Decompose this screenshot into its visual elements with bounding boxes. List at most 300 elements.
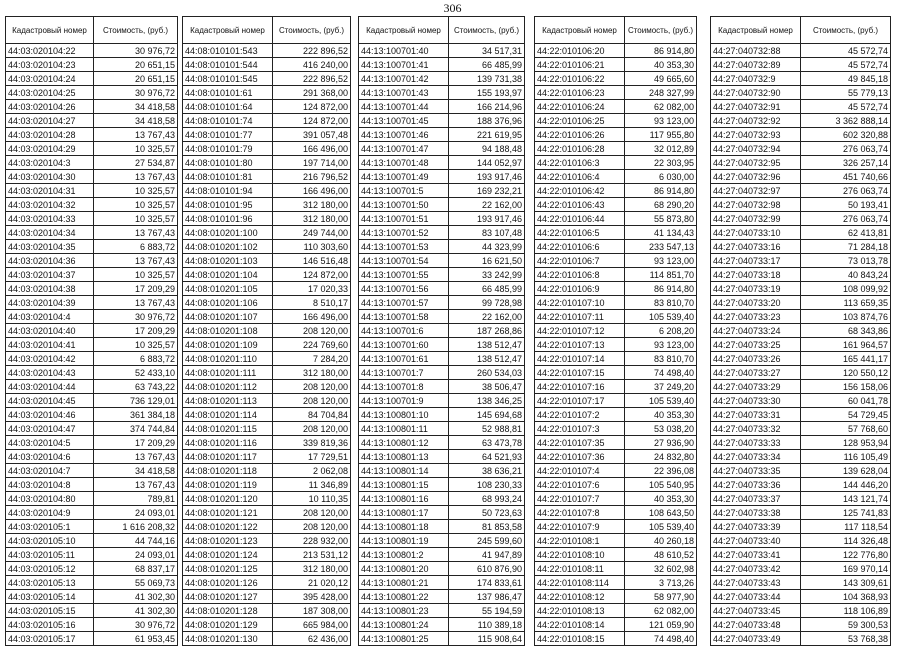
cadastral-number: 44:27:040732:94 bbox=[711, 142, 801, 156]
cadastral-number: 44:13:100701:49 bbox=[359, 170, 449, 184]
table-row bbox=[359, 618, 525, 632]
cadastral-number: 44:27:040733:34 bbox=[711, 450, 801, 464]
cadastral-number: 44:27:040733:32 bbox=[711, 422, 801, 436]
table-row bbox=[535, 142, 697, 156]
cost-value: 3 713,26 bbox=[625, 576, 697, 590]
table-row bbox=[711, 240, 891, 254]
cost-value: 1 616 208,32 bbox=[94, 520, 178, 534]
cost-value: 63 473,78 bbox=[449, 436, 525, 450]
cadastral-number: 44:13:100801:15 bbox=[359, 478, 449, 492]
cadastral-number: 44:08:010101:79 bbox=[183, 142, 273, 156]
cost-value: 86 914,80 bbox=[625, 44, 697, 58]
cost-value: 118 106,89 bbox=[801, 604, 891, 618]
cadastral-number: 44:13:100701:52 bbox=[359, 226, 449, 240]
cadastral-number: 44:22:010107:11 bbox=[535, 310, 625, 324]
cost-value: 64 521,93 bbox=[449, 450, 525, 464]
cadastral-number: 44:22:010106:23 bbox=[535, 86, 625, 100]
cost-value: 54 729,45 bbox=[801, 408, 891, 422]
cadastral-number: 44:08:010201:119 bbox=[183, 478, 273, 492]
table-row bbox=[711, 156, 891, 170]
cadastral-number: 44:27:040732:9 bbox=[711, 72, 801, 86]
table-row bbox=[359, 44, 525, 58]
cost-table-2 bbox=[182, 16, 351, 646]
cost-value: 59 300,53 bbox=[801, 618, 891, 632]
table-row bbox=[359, 72, 525, 86]
table-row bbox=[711, 128, 891, 142]
cost-value: 187 268,86 bbox=[449, 324, 525, 338]
cadastral-number: 44:27:040732:88 bbox=[711, 44, 801, 58]
cadastral-number: 44:03:020104:41 bbox=[6, 338, 94, 352]
cadastral-number: 44:13:100701:46 bbox=[359, 128, 449, 142]
table-row bbox=[535, 114, 697, 128]
table-row bbox=[359, 380, 525, 394]
cost-value: 8 510,17 bbox=[273, 296, 351, 310]
cost-value: 22 162,00 bbox=[449, 310, 525, 324]
cost-value: 169 970,14 bbox=[801, 562, 891, 576]
cost-value: 124 872,00 bbox=[273, 268, 351, 282]
cost-value: 66 485,99 bbox=[449, 58, 525, 72]
cadastral-number: 44:22:010107:2 bbox=[535, 408, 625, 422]
table-row bbox=[711, 492, 891, 506]
cadastral-number: 44:27:040733:30 bbox=[711, 394, 801, 408]
cost-value: 41 947,89 bbox=[449, 548, 525, 562]
table-row bbox=[535, 478, 697, 492]
cost-value: 291 368,00 bbox=[273, 86, 351, 100]
table-row bbox=[359, 310, 525, 324]
table-row bbox=[535, 394, 697, 408]
table-row bbox=[6, 548, 178, 562]
cadastral-number: 44:08:010201:100 bbox=[183, 226, 273, 240]
column-header-cost: Стоимость, (руб.) bbox=[94, 17, 178, 44]
cadastral-number: 44:27:040733:27 bbox=[711, 366, 801, 380]
cadastral-number: 44:13:100801:21 bbox=[359, 576, 449, 590]
cadastral-number: 44:27:040733:36 bbox=[711, 478, 801, 492]
cost-value: 49 845,18 bbox=[801, 72, 891, 86]
cost-value: 32 012,89 bbox=[625, 142, 697, 156]
cadastral-number: 44:27:040733:18 bbox=[711, 268, 801, 282]
cost-value: 736 129,01 bbox=[94, 394, 178, 408]
table-row bbox=[6, 184, 178, 198]
cadastral-number: 44:27:040732:91 bbox=[711, 100, 801, 114]
cost-value: 6 883,72 bbox=[94, 240, 178, 254]
table-row bbox=[6, 380, 178, 394]
cadastral-number: 44:13:100701:47 bbox=[359, 142, 449, 156]
cadastral-number: 44:13:100801:10 bbox=[359, 408, 449, 422]
cadastral-number: 44:27:040733:48 bbox=[711, 618, 801, 632]
cost-value: 68 993,24 bbox=[449, 492, 525, 506]
cost-value: 41 134,43 bbox=[625, 226, 697, 240]
table-row bbox=[359, 366, 525, 380]
table-row bbox=[711, 44, 891, 58]
cadastral-number: 44:27:040733:39 bbox=[711, 520, 801, 534]
cost-value: 50 723,63 bbox=[449, 506, 525, 520]
cadastral-number: 44:13:100701:56 bbox=[359, 282, 449, 296]
table-row bbox=[535, 520, 697, 534]
cost-table-3 bbox=[358, 16, 525, 646]
table-row bbox=[183, 310, 351, 324]
cadastral-number: 44:13:100701:45 bbox=[359, 114, 449, 128]
cost-value: 50 193,41 bbox=[801, 198, 891, 212]
cadastral-number: 44:03:020104:80 bbox=[6, 492, 94, 506]
table-row bbox=[6, 408, 178, 422]
cost-value: 86 914,80 bbox=[625, 282, 697, 296]
table-row bbox=[183, 240, 351, 254]
cadastral-number: 44:27:040733:20 bbox=[711, 296, 801, 310]
cost-value: 53 038,20 bbox=[625, 422, 697, 436]
cost-value: 58 977,90 bbox=[625, 590, 697, 604]
table-row bbox=[183, 408, 351, 422]
table-row bbox=[711, 436, 891, 450]
cadastral-number: 44:13:100801:22 bbox=[359, 590, 449, 604]
table-row bbox=[359, 520, 525, 534]
column-header-cadastral: Кадастровый номер bbox=[6, 17, 94, 44]
table-row bbox=[535, 170, 697, 184]
cost-value: 81 853,58 bbox=[449, 520, 525, 534]
table-row bbox=[359, 240, 525, 254]
cadastral-number: 44:03:020104:5 bbox=[6, 436, 94, 450]
table-row bbox=[535, 534, 697, 548]
cost-value: 249 744,00 bbox=[273, 226, 351, 240]
cadastral-number: 44:08:010201:110 bbox=[183, 352, 273, 366]
cost-value: 193 917,46 bbox=[449, 212, 525, 226]
cost-value: 139 731,38 bbox=[449, 72, 525, 86]
cadastral-number: 44:08:010101:61 bbox=[183, 86, 273, 100]
cadastral-number: 44:13:100701:41 bbox=[359, 58, 449, 72]
table-row bbox=[183, 156, 351, 170]
cost-value: 32 602,98 bbox=[625, 562, 697, 576]
cadastral-number: 44:22:010107:35 bbox=[535, 436, 625, 450]
cost-value: 143 309,61 bbox=[801, 576, 891, 590]
cadastral-number: 44:03:020104:26 bbox=[6, 100, 94, 114]
cadastral-number: 44:22:010107:7 bbox=[535, 492, 625, 506]
cost-value: 105 539,40 bbox=[625, 394, 697, 408]
cost-value: 125 741,83 bbox=[801, 506, 891, 520]
table-row bbox=[6, 324, 178, 338]
cadastral-number: 44:08:010201:126 bbox=[183, 576, 273, 590]
cost-value: 110 389,18 bbox=[449, 618, 525, 632]
cadastral-number: 44:13:100701:6 bbox=[359, 324, 449, 338]
table-row bbox=[711, 86, 891, 100]
cadastral-number: 44:13:100701:42 bbox=[359, 72, 449, 86]
cost-value: 16 621,50 bbox=[449, 254, 525, 268]
cost-value: 224 769,60 bbox=[273, 338, 351, 352]
column-header-cadastral: Кадастровый номер bbox=[535, 17, 625, 44]
table-row bbox=[6, 464, 178, 478]
cost-value: 3 362 888,14 bbox=[801, 114, 891, 128]
cadastral-number: 44:08:010201:103 bbox=[183, 254, 273, 268]
cost-value: 40 260,18 bbox=[625, 534, 697, 548]
cadastral-number: 44:27:040733:17 bbox=[711, 254, 801, 268]
table-row bbox=[6, 226, 178, 240]
cost-value: 52 433,10 bbox=[94, 366, 178, 380]
cost-value: 124 872,00 bbox=[273, 100, 351, 114]
table-row bbox=[535, 184, 697, 198]
table-row bbox=[6, 268, 178, 282]
table-row bbox=[183, 506, 351, 520]
cost-value: 30 976,72 bbox=[94, 618, 178, 632]
table-row bbox=[711, 198, 891, 212]
column-header-cost: Стоимость, (руб.) bbox=[801, 17, 891, 44]
table-row bbox=[183, 352, 351, 366]
table-row bbox=[183, 394, 351, 408]
table-row bbox=[183, 268, 351, 282]
table-row bbox=[711, 114, 891, 128]
table-row bbox=[183, 576, 351, 590]
table-row bbox=[359, 254, 525, 268]
cadastral-number: 44:08:010201:109 bbox=[183, 338, 273, 352]
cost-value: 187 308,00 bbox=[273, 604, 351, 618]
table-row bbox=[6, 632, 178, 646]
column-header-cadastral: Кадастровый номер bbox=[359, 17, 449, 44]
table-row bbox=[183, 464, 351, 478]
table-row bbox=[711, 184, 891, 198]
cadastral-number: 44:08:010101:64 bbox=[183, 100, 273, 114]
cadastral-number: 44:22:010107:36 bbox=[535, 450, 625, 464]
cost-value: 93 123,00 bbox=[625, 114, 697, 128]
cost-value: 68 343,86 bbox=[801, 324, 891, 338]
cadastral-number: 44:08:010201:118 bbox=[183, 464, 273, 478]
cost-value: 108 230,33 bbox=[449, 478, 525, 492]
cost-value: 22 303,95 bbox=[625, 156, 697, 170]
cadastral-number: 44:22:010107:8 bbox=[535, 506, 625, 520]
cadastral-number: 44:03:020104:29 bbox=[6, 142, 94, 156]
cost-value: 10 325,57 bbox=[94, 142, 178, 156]
cadastral-number: 44:13:100801:16 bbox=[359, 492, 449, 506]
cost-value: 83 810,70 bbox=[625, 296, 697, 310]
cadastral-number: 44:08:010201:105 bbox=[183, 282, 273, 296]
cost-value: 93 123,00 bbox=[625, 338, 697, 352]
table-row bbox=[359, 534, 525, 548]
cost-value: 10 325,57 bbox=[94, 338, 178, 352]
table-row bbox=[183, 72, 351, 86]
cadastral-number: 44:13:100701:53 bbox=[359, 240, 449, 254]
cadastral-number: 44:08:010201:102 bbox=[183, 240, 273, 254]
table-row bbox=[183, 86, 351, 100]
cadastral-number: 44:03:020104:46 bbox=[6, 408, 94, 422]
cadastral-number: 44:13:100801:12 bbox=[359, 436, 449, 450]
cost-value: 245 599,60 bbox=[449, 534, 525, 548]
table-row bbox=[711, 394, 891, 408]
cadastral-number: 44:22:010106:20 bbox=[535, 44, 625, 58]
cost-value: 222 896,52 bbox=[273, 72, 351, 86]
cadastral-number: 44:27:040733:31 bbox=[711, 408, 801, 422]
cost-value: 312 180,00 bbox=[273, 212, 351, 226]
table-row bbox=[6, 212, 178, 226]
cadastral-number: 44:08:010101:94 bbox=[183, 184, 273, 198]
cost-value: 197 714,00 bbox=[273, 156, 351, 170]
cost-value: 11 346,89 bbox=[273, 478, 351, 492]
cost-value: 83 810,70 bbox=[625, 352, 697, 366]
cadastral-number: 44:08:010201:104 bbox=[183, 268, 273, 282]
table-row bbox=[359, 492, 525, 506]
table-row bbox=[359, 184, 525, 198]
cadastral-number: 44:03:020104:47 bbox=[6, 422, 94, 436]
table-row bbox=[183, 632, 351, 646]
cadastral-number: 44:22:010107:13 bbox=[535, 338, 625, 352]
cost-table-1 bbox=[5, 16, 178, 646]
cost-value: 208 120,00 bbox=[273, 422, 351, 436]
table-row bbox=[183, 296, 351, 310]
cost-value: 228 932,00 bbox=[273, 534, 351, 548]
cadastral-number: 44:13:100701:8 bbox=[359, 380, 449, 394]
table-row bbox=[6, 142, 178, 156]
cadastral-number: 44:08:010201:128 bbox=[183, 604, 273, 618]
cadastral-number: 44:08:010101:80 bbox=[183, 156, 273, 170]
cadastral-number: 44:08:010201:108 bbox=[183, 324, 273, 338]
cost-value: 24 093,01 bbox=[94, 506, 178, 520]
cadastral-number: 44:27:040733:40 bbox=[711, 534, 801, 548]
table-row bbox=[535, 268, 697, 282]
cost-value: 124 872,00 bbox=[273, 114, 351, 128]
cadastral-number: 44:27:040733:25 bbox=[711, 338, 801, 352]
cost-value: 312 180,00 bbox=[273, 198, 351, 212]
cadastral-number: 44:08:010201:127 bbox=[183, 590, 273, 604]
table-row bbox=[711, 226, 891, 240]
table-row bbox=[711, 142, 891, 156]
cadastral-number: 44:13:100801:19 bbox=[359, 534, 449, 548]
cadastral-number: 44:27:040732:89 bbox=[711, 58, 801, 72]
table-row bbox=[359, 506, 525, 520]
table-row bbox=[6, 282, 178, 296]
cadastral-number: 44:27:040733:49 bbox=[711, 632, 801, 646]
cadastral-number: 44:27:040733:10 bbox=[711, 226, 801, 240]
table-row bbox=[535, 58, 697, 72]
table-row bbox=[535, 380, 697, 394]
cadastral-number: 44:22:010107:3 bbox=[535, 422, 625, 436]
table-row bbox=[183, 212, 351, 226]
table-row bbox=[6, 478, 178, 492]
cost-value: 62 082,00 bbox=[625, 100, 697, 114]
cadastral-number: 44:08:010101:74 bbox=[183, 114, 273, 128]
cadastral-number: 44:27:040733:37 bbox=[711, 492, 801, 506]
table-row bbox=[359, 212, 525, 226]
table-row bbox=[359, 548, 525, 562]
table-row bbox=[359, 408, 525, 422]
table-row bbox=[6, 590, 178, 604]
cost-value: 122 776,80 bbox=[801, 548, 891, 562]
table-row bbox=[711, 408, 891, 422]
table-row bbox=[535, 576, 697, 590]
cost-value: 45 572,74 bbox=[801, 58, 891, 72]
cost-value: 161 964,57 bbox=[801, 338, 891, 352]
cadastral-number: 44:22:010106:21 bbox=[535, 58, 625, 72]
table-row bbox=[6, 170, 178, 184]
table-row bbox=[711, 72, 891, 86]
cadastral-number: 44:08:010201:129 bbox=[183, 618, 273, 632]
cost-value: 326 257,14 bbox=[801, 156, 891, 170]
table-row bbox=[183, 44, 351, 58]
cost-value: 138 512,47 bbox=[449, 352, 525, 366]
table-row bbox=[183, 58, 351, 72]
cadastral-number: 44:08:010101:96 bbox=[183, 212, 273, 226]
cost-value: 86 914,80 bbox=[625, 184, 697, 198]
cost-value: 208 120,00 bbox=[273, 506, 351, 520]
table-row bbox=[359, 422, 525, 436]
cadastral-number: 44:03:020104:28 bbox=[6, 128, 94, 142]
cadastral-number: 44:03:020104:9 bbox=[6, 506, 94, 520]
table-row bbox=[535, 506, 697, 520]
table-row bbox=[183, 534, 351, 548]
table-row bbox=[711, 282, 891, 296]
cost-value: 10 325,57 bbox=[94, 268, 178, 282]
cost-value: 55 069,73 bbox=[94, 576, 178, 590]
table-row bbox=[535, 128, 697, 142]
cost-value: 113 659,35 bbox=[801, 296, 891, 310]
cadastral-number: 44:08:010201:117 bbox=[183, 450, 273, 464]
cost-value: 144 446,20 bbox=[801, 478, 891, 492]
cadastral-number: 44:08:010201:107 bbox=[183, 310, 273, 324]
cost-table-5 bbox=[710, 16, 891, 646]
cost-value: 144 052,97 bbox=[449, 156, 525, 170]
cadastral-number: 44:27:040733:43 bbox=[711, 576, 801, 590]
table-row bbox=[359, 632, 525, 646]
table-row bbox=[535, 366, 697, 380]
cost-value: 222 896,52 bbox=[273, 44, 351, 58]
cost-value: 74 498,40 bbox=[625, 632, 697, 646]
cadastral-number: 44:13:100701:9 bbox=[359, 394, 449, 408]
cost-value: 24 093,01 bbox=[94, 548, 178, 562]
table-row bbox=[535, 72, 697, 86]
table-row bbox=[359, 562, 525, 576]
cost-value: 10 325,57 bbox=[94, 212, 178, 226]
cadastral-number: 44:08:010201:120 bbox=[183, 492, 273, 506]
cost-value: 38 636,21 bbox=[449, 464, 525, 478]
table-row bbox=[359, 58, 525, 72]
cost-value: 41 302,30 bbox=[94, 604, 178, 618]
cost-value: 38 506,47 bbox=[449, 380, 525, 394]
table-row bbox=[535, 86, 697, 100]
table-row bbox=[183, 422, 351, 436]
table-row bbox=[183, 478, 351, 492]
cost-value: 73 013,78 bbox=[801, 254, 891, 268]
cadastral-number: 44:08:010201:114 bbox=[183, 408, 273, 422]
table-row bbox=[6, 338, 178, 352]
cost-value: 13 767,43 bbox=[94, 450, 178, 464]
cost-value: 110 303,60 bbox=[273, 240, 351, 254]
cost-value: 53 768,38 bbox=[801, 632, 891, 646]
cadastral-number: 44:22:010107:16 bbox=[535, 380, 625, 394]
cost-value: 13 767,43 bbox=[94, 296, 178, 310]
cost-value: 99 728,98 bbox=[449, 296, 525, 310]
cost-value: 137 986,47 bbox=[449, 590, 525, 604]
cost-value: 208 120,00 bbox=[273, 520, 351, 534]
cadastral-number: 44:03:020104:25 bbox=[6, 86, 94, 100]
table-row bbox=[183, 380, 351, 394]
column-header-cost: Стоимость, (руб.) bbox=[449, 17, 525, 44]
cost-value: 276 063,74 bbox=[801, 212, 891, 226]
table-row bbox=[535, 436, 697, 450]
cadastral-number: 44:22:010106:9 bbox=[535, 282, 625, 296]
cadastral-number: 44:03:020105:12 bbox=[6, 562, 94, 576]
table-row bbox=[711, 352, 891, 366]
cadastral-number: 44:13:100701:50 bbox=[359, 198, 449, 212]
cost-value: 248 327,99 bbox=[625, 86, 697, 100]
cadastral-number: 44:13:100701:44 bbox=[359, 100, 449, 114]
table-row bbox=[359, 100, 525, 114]
cadastral-number: 44:08:010201:113 bbox=[183, 394, 273, 408]
table-row bbox=[359, 142, 525, 156]
table-row bbox=[6, 436, 178, 450]
cadastral-number: 44:03:020104:42 bbox=[6, 352, 94, 366]
cadastral-number: 44:03:020104:23 bbox=[6, 58, 94, 72]
table-row bbox=[6, 58, 178, 72]
cadastral-number: 44:08:010101:95 bbox=[183, 198, 273, 212]
cadastral-number: 44:13:100801:23 bbox=[359, 604, 449, 618]
cadastral-number: 44:27:040733:44 bbox=[711, 590, 801, 604]
cost-value: 361 384,18 bbox=[94, 408, 178, 422]
cost-value: 156 158,06 bbox=[801, 380, 891, 394]
cost-value: 21 020,12 bbox=[273, 576, 351, 590]
